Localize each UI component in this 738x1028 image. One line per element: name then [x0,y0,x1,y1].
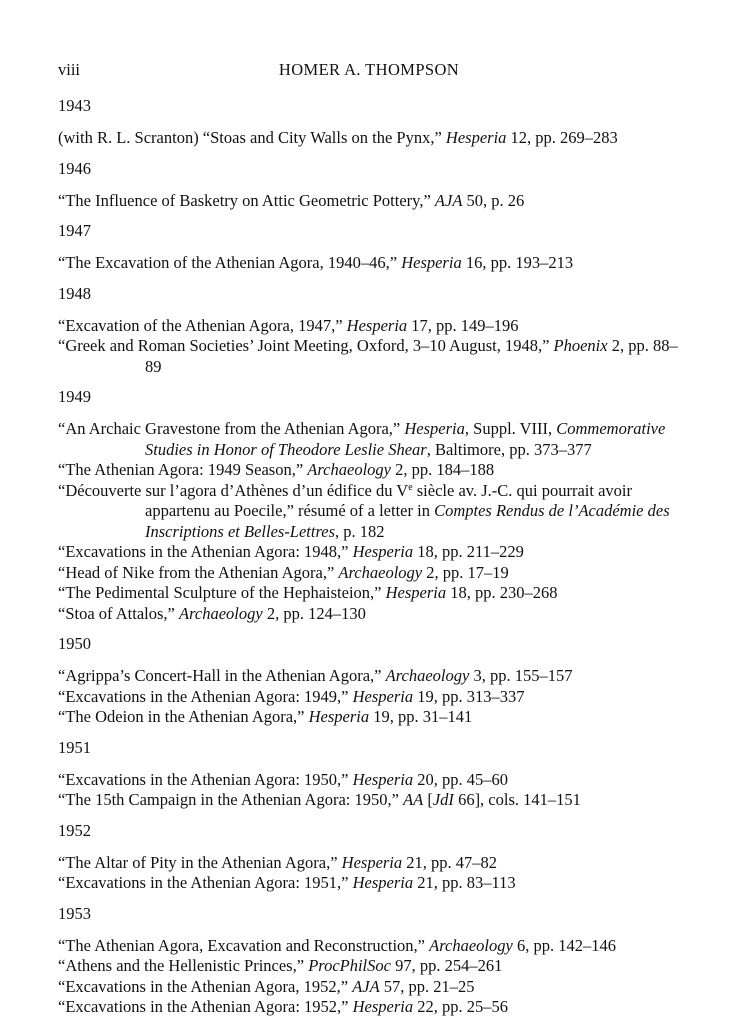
entry-text: 2, pp. 124–130 [262,603,366,623]
entry-text: 19, pp. 313–337 [413,686,525,706]
entry-text: 16, pp. 193–213 [461,253,574,272]
year-section [58,634,688,728]
entry-text: , Baltimore, pp. 373–377 [426,439,592,459]
bibliography-entry [58,316,688,337]
journal-title: Hesperia [346,315,408,335]
entry-text: 20, pp. 45–60 [413,769,509,789]
journal-title: Phoenix [553,336,608,355]
entry-text: 66], cols. 141–151 [453,790,581,809]
bibliography-entry [58,191,688,212]
entry-text: “Greek and Roman Societies’ Joint Meeting, Oxford, 3–10 August, 1948,” [58,336,554,355]
entry-text: “The Excavation of the Athenian Agora, 1940–46,” [58,253,402,272]
year-heading: 1951 [58,737,91,757]
bibliography-entry [58,707,688,728]
bibliography-entry [58,542,688,563]
bibliography-entry [58,977,688,998]
journal-title: Comptes Rendus de l’Académie des Inscriptions et Belles-Lettres [145,501,670,541]
bibliography-entry [58,873,688,894]
running-title: HOMER A. THOMPSON [278,60,460,79]
journal-title: Commemorative Studies in Honor of Theodore Leslie Shear [145,419,666,459]
bibliography-entry [58,128,688,149]
entry-text: 97, pp. 254–261 [390,956,503,975]
running-header [58,60,680,82]
journal-title: Archaeology [178,603,263,623]
journal-title: JdI [432,790,454,809]
year-section [58,221,688,274]
entry-text: “An Archaic Gravestone from the Athenian Agora,” [58,419,405,438]
entry-text: 18, pp. 211–229 [413,542,524,561]
entry-text: “The 15th Campaign in the Athenian Agora: 1950,” [58,790,404,809]
entry-text: “Excavations in the Athenian Agora: 1948,” [58,542,353,561]
bibliography-entry [58,997,688,1018]
year-heading: 1943 [58,96,91,115]
entry-text: 2, pp. 184–188 [390,460,495,479]
entry-text: “Stoa of Attalos,” [58,603,179,623]
year-heading: 1947 [58,221,91,240]
entry-text: 2, pp. 88–89 [145,336,678,376]
bibliography-entry [58,770,688,791]
journal-title: Hesperia [352,769,414,789]
year-section [58,159,688,212]
bibliography-entry [58,460,688,481]
entry-text: 3, pp. 155–157 [469,666,573,685]
page-number: viii [58,60,81,79]
entry-text: “Excavations in the Athenian Agora, 1952,” [58,976,353,996]
bibliography-entry [58,853,688,874]
journal-title: Hesperia [352,873,414,892]
entry-text: “The Altar of Pity in the Athenian Agora,” [58,852,342,872]
bibliography-entry [58,336,688,377]
entry-text: , Suppl. VIII, [464,419,557,438]
superscript: e [408,481,413,493]
entry-text: [ [423,790,433,809]
bibliography-entry [58,563,688,584]
journal-title: Hesperia [445,128,507,147]
entry-text: 21, pp. 83–113 [413,873,516,892]
entry-text: 6, pp. 142–146 [512,935,616,955]
journal-title: Archaeology [338,562,423,582]
year-heading: 1953 [58,903,91,923]
entry-text: “Excavations in the Athenian Agora: 1950,” [58,769,353,789]
year-section [58,738,688,811]
entry-text: 18, pp. 230–268 [446,583,558,602]
bibliography-entry [58,666,688,687]
entry-text: “The Odeion in the Athenian Agora,” [58,707,309,726]
journal-title: AJA [434,190,463,210]
year-heading: 1952 [58,820,91,840]
journal-title: Hesperia [385,583,447,602]
entry-text: “The Influence of Basketry on Attic Geometric Pottery,” [58,190,435,210]
entry-text: “Excavations in the Athenian Agora: 1952,” [58,997,353,1016]
journal-title: Archaeology [307,460,391,479]
entry-text: “Excavations in the Athenian Agora: 1951,” [58,873,353,892]
year-heading: 1950 [58,634,91,653]
bibliography-entry [58,936,688,957]
entry-text: “The Athenian Agora, Excavation and Reconstruction,” [58,935,430,955]
entry-text: , p. 182 [335,521,385,541]
entry-text: 57, pp. 21–25 [379,976,475,996]
bibliography-list [58,96,688,1028]
entry-text: (with R. L. Scranton) “Stoas and City Walls on the Pynx,” [58,128,446,147]
bibliography-entry [58,583,688,604]
journal-title: Hesperia [352,686,414,706]
entry-text: “Excavation of the Athenian Agora, 1947,” [58,315,347,335]
journal-title: Hesperia [404,419,465,438]
year-heading: 1949 [58,387,91,406]
bibliography-entry [58,604,688,625]
journal-title: Hesperia [352,997,414,1016]
bibliography-entry [58,687,688,708]
year-heading: 1948 [58,283,91,303]
entry-text: 2, pp. 17–19 [422,562,509,582]
year-section [58,821,688,894]
entry-text: “Agrippa’s Concert-Hall in the Athenian Agora,” [58,666,386,685]
entry-text: 50, p. 26 [462,190,525,210]
entry-text: 19, pp. 31–141 [369,707,473,726]
entry-text: “The Pedimental Sculpture of the Hephaisteion,” [58,583,386,602]
journal-title: Archaeology [385,666,470,685]
journal-title: AJA [352,976,380,996]
year-heading: 1946 [58,158,91,178]
year-section [58,284,688,378]
entry-text: “Athens and the Hellenistic Princes,” [58,956,309,975]
bibliography-entry [58,481,688,543]
entry-text: 17, pp. 149–196 [407,315,519,335]
journal-title: Hesperia [401,253,462,272]
journal-title: Hesperia [341,852,403,872]
entry-text: “Découverte sur l’agora d’Athènes d’un édifice du V [58,480,409,500]
entry-text: “The Athenian Agora: 1949 Season,” [58,460,308,479]
bibliography-entry [58,956,688,977]
entry-text: siècle av. J.-C. qui pourrait avoir appartenu au Poecile,” résumé of a letter in [145,480,632,520]
journal-title: AA [403,790,424,809]
bibliography-entry [58,790,688,811]
entry-text: 12, pp. 269–283 [506,128,618,147]
journal-title: Hesperia [352,542,414,561]
year-section [58,387,688,624]
entry-text: 21, pp. 47–82 [402,852,498,872]
journal-title: ProcPhilSoc [308,956,391,975]
bibliography-entry [58,253,688,274]
journal-title: Hesperia [308,707,370,726]
journal-title: Archaeology [429,935,513,955]
entry-text: “Head of Nike from the Athenian Agora,” [58,562,339,582]
bibliography-entry [58,419,688,460]
year-section [58,96,688,149]
entry-text: 22, pp. 25–56 [413,997,509,1016]
entry-text: “Excavations in the Athenian Agora: 1949,” [58,686,353,706]
year-section [58,904,688,1018]
